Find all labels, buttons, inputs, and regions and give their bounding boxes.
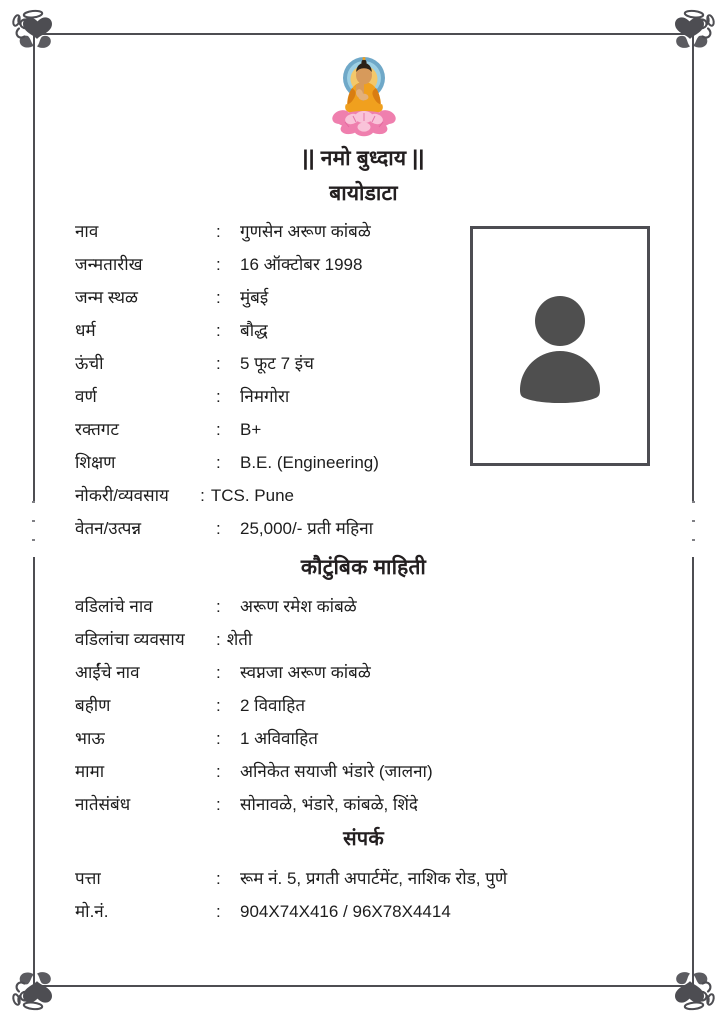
contact-details-list (75, 866, 660, 932)
detail-label: नातेसंबंध (75, 795, 131, 814)
detail-label: धर्म (75, 321, 96, 340)
detail-label: वडिलांचा व्यवसाय (75, 630, 185, 649)
detail-value: सोनावळे, भंडारे, कांबळे, शिंदे (240, 795, 418, 814)
detail-separator: : (216, 387, 221, 406)
detail-separator: : (216, 597, 221, 616)
detail-value: B+ (240, 420, 262, 439)
page-title: बायोडाटा (329, 182, 398, 205)
border-top (33, 33, 694, 35)
contact-section-heading: संपर्क (343, 828, 384, 850)
detail-separator: : (216, 696, 221, 715)
detail-value: रूम नं. 5, प्रगती अपार्टमेंट, नाशिक रोड, पुणे (240, 869, 508, 888)
detail-separator: : (216, 453, 221, 472)
detail-value: अनिकेत सयाजी भंडारे (जालना) (240, 762, 433, 781)
detail-row (75, 351, 660, 384)
detail-label: भाऊ (75, 729, 105, 748)
detail-separator: : (200, 486, 205, 505)
detail-value: 25,000/- प्रती महिना (240, 519, 374, 538)
detail-label: शिक्षण (75, 453, 116, 472)
border-right-dotted-break (692, 501, 695, 557)
detail-label: नोकरी/व्यवसाय (75, 486, 169, 505)
detail-separator: : (216, 663, 221, 682)
detail-row (75, 285, 660, 318)
border-left-lower (33, 557, 35, 987)
detail-label: जन्मतारीख (75, 255, 143, 274)
detail-label: पत्ता (75, 869, 101, 888)
detail-separator: : (216, 321, 221, 340)
family-section-heading: कौटुंबिक माहिती (300, 556, 427, 579)
detail-row (75, 792, 660, 825)
detail-row (75, 726, 660, 759)
detail-row (75, 318, 660, 351)
detail-separator: : (216, 288, 221, 307)
detail-value: 16 ऑक्टोबर 1998 (240, 255, 363, 274)
detail-separator: : (216, 420, 221, 439)
family-details-list (75, 594, 660, 825)
detail-separator: : (216, 762, 221, 781)
detail-label: नाव (75, 222, 99, 241)
corner-ornament-bottom-left (6, 960, 68, 1014)
detail-row (75, 450, 660, 483)
invocation-heading: || नमो बुध्दाय || (302, 147, 425, 170)
detail-separator: : (216, 255, 221, 274)
detail-separator: : (216, 902, 221, 921)
detail-row (75, 660, 660, 693)
detail-row (75, 627, 660, 660)
detail-value: मुंबई (240, 288, 269, 307)
detail-separator: : (216, 519, 221, 538)
detail-separator: : (215, 630, 221, 649)
border-left-dotted-break (32, 501, 35, 557)
detail-separator: : (216, 354, 221, 373)
detail-row (75, 899, 660, 932)
detail-label: आईंचे नाव (75, 663, 140, 682)
detail-value: TCS. Pune (210, 486, 295, 505)
detail-label: मामा (75, 762, 105, 781)
detail-value: अरूण रमेश कांबळे (240, 597, 357, 616)
detail-row (75, 866, 660, 899)
detail-row (75, 516, 660, 549)
detail-label: मो.नं. (75, 902, 109, 921)
border-right-lower (692, 557, 694, 987)
detail-label: रक्तगट (75, 420, 119, 439)
detail-label: ऊंची (75, 354, 104, 373)
detail-row (75, 384, 660, 417)
detail-value: निमगोरा (240, 387, 290, 406)
detail-value: 1 अविवाहित (240, 729, 318, 748)
detail-value: बौद्ध (240, 321, 268, 340)
detail-label: वर्ण (75, 387, 97, 406)
detail-row (75, 693, 660, 726)
border-bottom (33, 985, 694, 987)
detail-row (75, 483, 660, 516)
detail-label: बहीण (75, 696, 111, 715)
detail-label: जन्म स्थळ (75, 288, 138, 307)
buddha-lotus-image (0, 52, 727, 140)
detail-label: वेतन/उत्पन्न (75, 519, 142, 538)
detail-separator: : (216, 222, 221, 241)
detail-row (75, 252, 660, 285)
detail-label: वडिलांचे नाव (75, 597, 153, 616)
detail-row (75, 759, 660, 792)
detail-separator: : (216, 869, 221, 888)
detail-row (75, 219, 660, 252)
detail-value: 2 विवाहित (240, 696, 306, 715)
detail-row (75, 417, 660, 450)
detail-value: 904X74X416 / 96X78X4414 (240, 902, 451, 921)
personal-details-list (75, 219, 660, 549)
detail-value: B.E. (Engineering) (240, 453, 379, 472)
detail-value: स्वप्नजा अरूण कांबळे (240, 663, 371, 682)
detail-separator: : (216, 729, 221, 748)
corner-ornament-bottom-right (659, 960, 721, 1014)
detail-separator: : (216, 795, 221, 814)
detail-value: 5 फूट 7 इंच (240, 354, 314, 373)
detail-row (75, 594, 660, 627)
detail-value: गुणसेन अरूण कांबळे (240, 222, 371, 241)
detail-value: शेती (226, 630, 253, 649)
